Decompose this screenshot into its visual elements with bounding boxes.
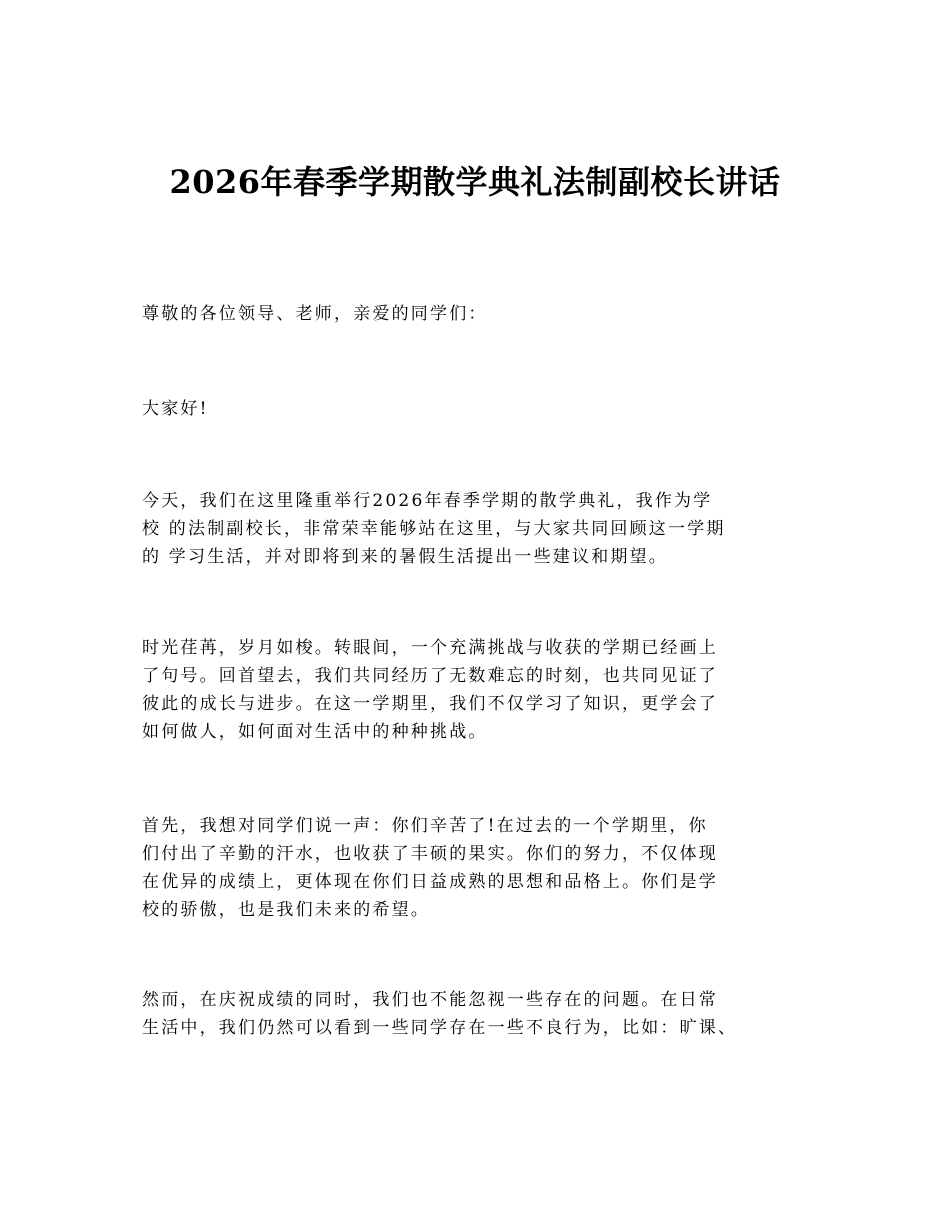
paragraph-line: 时光荏苒，岁月如梭。转眼间，一个充满挑战与收获的学期已经画上	[142, 638, 718, 658]
paragraph-1	[142, 487, 832, 571]
paragraph-4	[142, 986, 832, 1042]
greeting: 大家好!	[142, 399, 209, 419]
paragraph-2	[142, 634, 832, 746]
paragraph-line: 们付出了辛勤的汗水，也收获了丰硕的果实。你们的努力，不仅体现	[142, 844, 718, 864]
paragraph-line: 然而，在庆祝成绩的同时，我们也不能忽视一些存在的问题。在日常	[142, 990, 718, 1010]
paragraph-line: 在优异的成绩上，更体现在你们日益成熟的思想和品格上。你们是学	[142, 872, 718, 892]
paragraph-line: 今天，我们在这里隆重举行2026年春季学期的散学典礼，我作为学	[142, 491, 713, 511]
paragraph-line: 如何做人，如何面对生活中的种种挑战。	[142, 722, 488, 742]
document-title: 2026年春季学期散学典礼法制副校长讲话	[169, 163, 781, 201]
salutation: 尊敬的各位领导、老师，亲爱的同学们：	[142, 304, 488, 324]
paragraph-line: 首先，我想对同学们说一声：你们辛苦了!在过去的一个学期里，你	[142, 816, 708, 836]
paragraph-line: 校的骄傲，也是我们未来的希望。	[142, 900, 430, 920]
paragraph-line: 校 的法制副校长，非常荣幸能够站在这里，与大家共同回顾这一学期	[142, 519, 726, 539]
paragraph-line: 生活中，我们仍然可以看到一些同学存在一些不良行为，比如：旷课、	[142, 1018, 738, 1038]
paragraph-3	[142, 812, 832, 924]
paragraph-line: 彼此的成长与进步。在这一学期里，我们不仅学习了知识，更学会了	[142, 694, 718, 714]
paragraph-line: 的 学习生活，并对即将到来的暑假生活提出一些建议和期望。	[142, 547, 669, 567]
paragraph-line: 了句号。回首望去，我们共同经历了无数难忘的时刻，也共同见证了	[142, 666, 718, 686]
